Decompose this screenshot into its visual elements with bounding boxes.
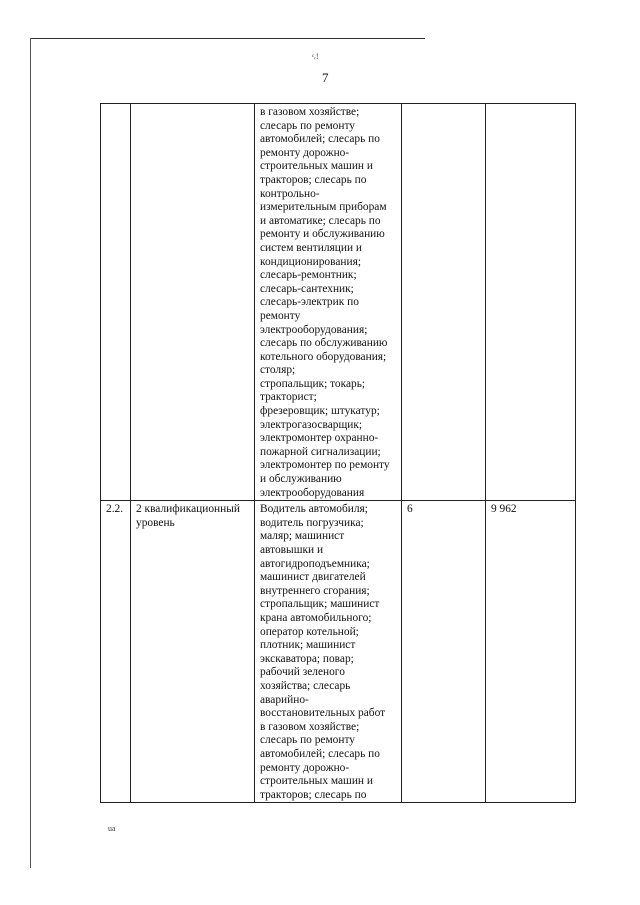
salary-cell: 9 962 [486,501,576,803]
row-number-cell [101,104,131,501]
grade-cell [402,104,486,501]
table-row [101,104,576,501]
professions-cell: в газовом хозяйстве; слесарь по ремонту автомобилей; слесарь по ремонту дорожно- строительных машин и тракторов; слесарь по контрольно- измерительным приборам и автоматике; слесарь по ремонту и обслуживанию систем вентиляции и кондиционирования; слесарь-ремонтник; слесарь-сантехник; слесарь-электрик по ремонту электрооборудования; слесарь по обслуживанию котельного оборудования; столяр; стропальщик; токарь; тракторист; фрезеровщик; штукатур; электрогазосварщик; электромонтер охранно- пожарной сигнализации; электромонтер по ремонту и обслуживанию электрооборудования [255,104,402,501]
footer-mark: ua [108,824,116,833]
table-row [101,501,576,803]
page-number: 7 [322,70,329,85]
header-marks: ᶜᵣ! [312,52,319,61]
qualification-level-cell: 2 квалификационный уровень [131,501,255,803]
qualification-level-cell [131,104,255,501]
professions-cell: Водитель автомобиля; водитель погрузчика; маляр; машинист автовышки и автогидроподъемника; машинист двигателей внутреннего сгорания; стропальщик; машинист крана автомобильного; оператор котельной; плотник; машинист экскаватора; повар; рабочий зеленого хозяйства; слесарь аварийно- восстановительных работ в газовом хозяйстве; слесарь по ремонту автомобилей; слесарь по ремонту дорожно- строительных машин и тракторов; слесарь по [255,501,402,803]
grade-cell: 6 [402,501,486,803]
scan-edge-top [30,38,425,39]
salary-table [100,103,576,803]
scan-edge-left [30,38,31,868]
row-number-cell: 2.2. [101,501,131,803]
salary-cell [486,104,576,501]
